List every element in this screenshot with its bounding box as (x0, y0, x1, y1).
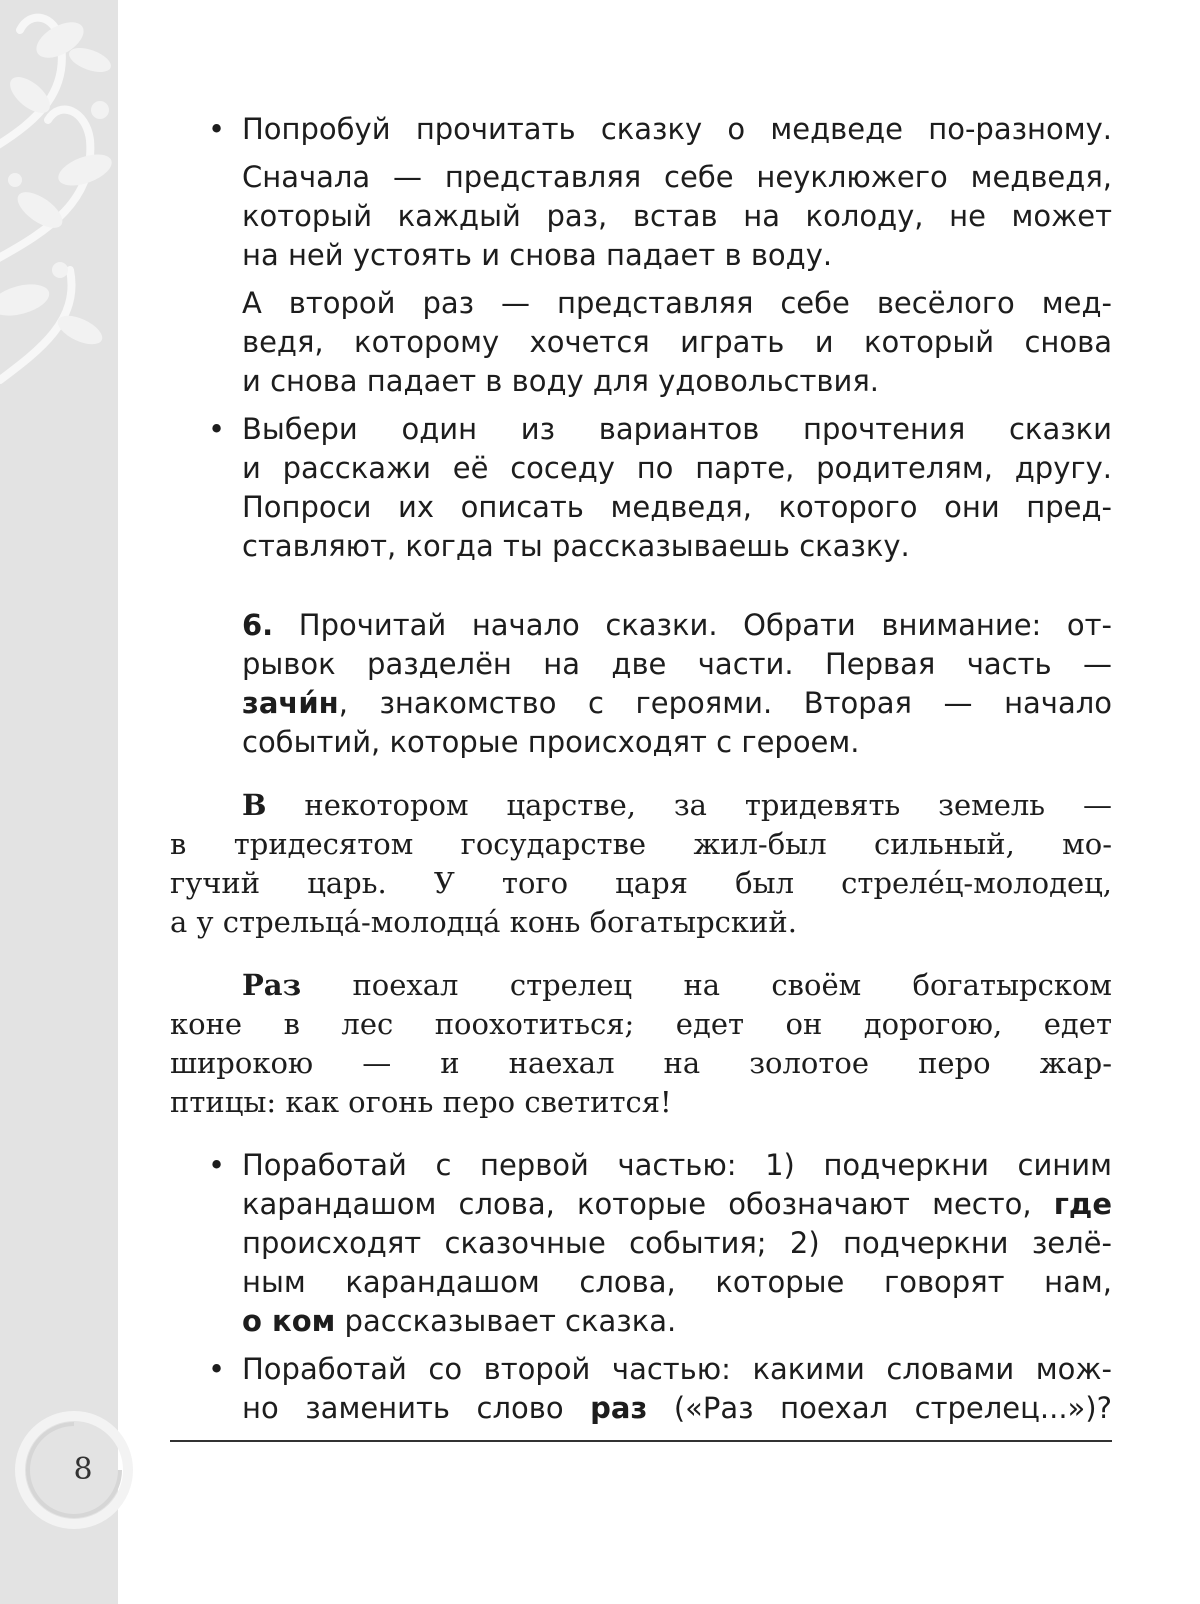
text-line: Раз поехал стрелец на своём богатырском (242, 968, 1112, 1002)
text-line: и расскажи её соседу по парте, родителям, другу. (242, 451, 1112, 485)
text-line: Поработай со второй частью: какими словами мож- (242, 1352, 1112, 1386)
text-line: Попробуй прочитать сказку о медведе по-разному. (242, 112, 1112, 146)
text-line: коне в лес поохотиться; едет он дорогою, едет (170, 1007, 1112, 1041)
footer-rule (170, 1440, 1112, 1442)
text-line: А второй раз — представляя себе весёлого мед- (242, 286, 1112, 320)
text-line: который каждый раз, встав на колоду, не может (242, 199, 1112, 233)
text-line: ставляют, когда ты рассказываешь сказку. (242, 529, 910, 563)
text-line: на ней устоять и снова падает в воду. (242, 238, 833, 272)
fairy-tale-paragraph-1 (170, 786, 1112, 942)
text-line: и снова падает в воду для удовольствия. (242, 364, 879, 398)
text-line: событий, которые происходят с героем. (242, 725, 860, 759)
task-6 (170, 606, 1112, 762)
task-number: 6. (242, 608, 274, 642)
text-line: в тридесятом государстве жил-был сильный, мо- (170, 827, 1112, 861)
text-line: рывок разделён на две части. Первая часть — (242, 647, 1112, 681)
floral-ornament-icon (0, 0, 118, 420)
text-line: птицы: как огонь перо светится! (170, 1085, 672, 1119)
task-bullet-2 (170, 1350, 1112, 1428)
text-line: 6. Прочитай начало сказки. Обрати внимание: от- (242, 608, 1113, 642)
text-line: ным карандашом слова, которые говорят нам, (242, 1265, 1112, 1299)
intro-bullet-2 (170, 410, 1112, 566)
text-line: карандашом слова, которые обозначают место, где (242, 1187, 1112, 1221)
bullet-marker: • (208, 412, 226, 446)
text-line: зачи́н, знакомство с героями. Вторая — начало (242, 686, 1112, 720)
text-line: Попроси их описать медведя, которого они пред- (242, 490, 1112, 524)
text-line: о ком рассказывает сказка. (242, 1304, 677, 1338)
text-line: происходят сказочные события; 2) подчеркни зелё- (242, 1226, 1112, 1260)
fairy-tale-paragraph-2 (170, 966, 1112, 1122)
bullet-marker: • (208, 1148, 226, 1182)
task-bullet-1 (170, 1146, 1112, 1341)
term-zachin: зачи́н (242, 686, 339, 720)
fairy-tale-excerpt (170, 786, 1112, 1122)
page-content (170, 110, 1112, 1428)
text-line: Сначала — представляя себе неуклюжего медведя, (242, 160, 1112, 194)
text-line: но заменить слово раз («Раз поехал стрелец...»)? (242, 1391, 1112, 1425)
page-number: 8 (73, 1452, 93, 1487)
text-line: Поработай с первой частью: 1) подчеркни синим (242, 1148, 1112, 1182)
text-line: Выбери один из вариантов прочтения сказки (242, 412, 1112, 446)
text-line: широкою — и наехал на золотое перо жар- (170, 1046, 1112, 1080)
bullet-marker: • (208, 1352, 226, 1386)
side-band (0, 0, 118, 1604)
text-line: а у стрельца́-молодца́ конь богатырский. (170, 905, 797, 939)
text-line: гучий царь. У того царя был стреле́ц-молодец, (170, 866, 1112, 900)
intro-bullet-1 (170, 110, 1112, 401)
text-line: ведя, которому хочется играть и который снова (242, 325, 1112, 359)
bullet-marker: • (208, 112, 226, 146)
text-line: В некотором царстве, за тридевять земель — (242, 788, 1112, 822)
